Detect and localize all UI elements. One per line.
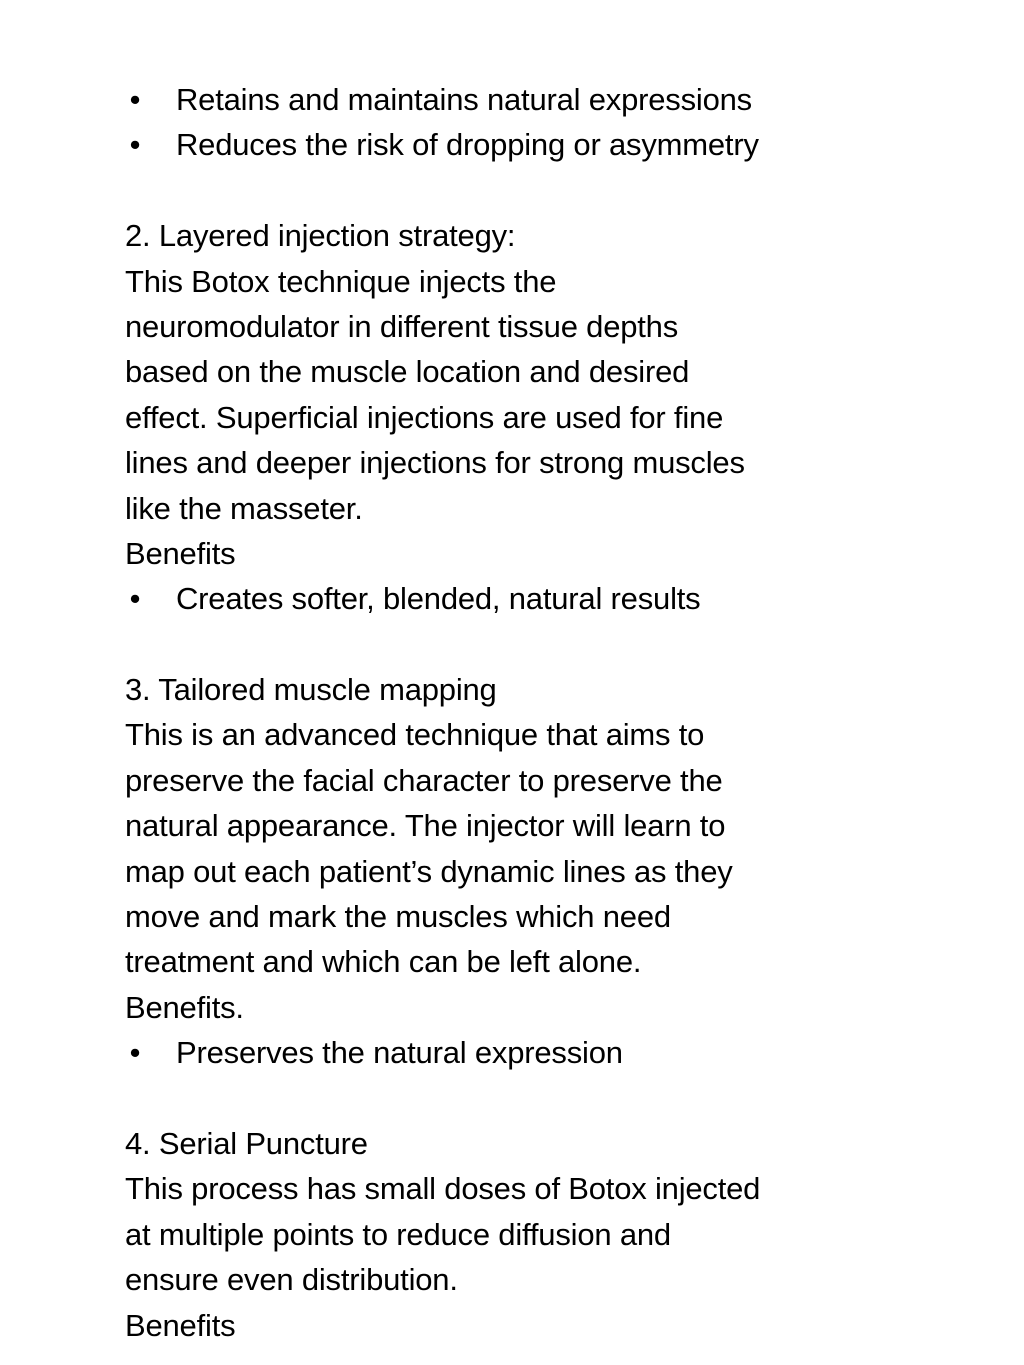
bullet-item (125, 576, 905, 621)
bullet-dot: • (129, 127, 141, 163)
section-heading: 4. Serial Puncture (125, 1125, 368, 1161)
body-line: at multiple points to reduce diffusion and (125, 1216, 671, 1252)
paragraph-spacer (125, 622, 905, 667)
bullet-text: Creates softer, blended, natural results (176, 581, 701, 617)
paragraph-spacer (125, 1076, 905, 1121)
body-line: treatment and which can be left alone. (125, 944, 642, 980)
bullet-text: Reduces the risk of dropping or asymmetry (176, 127, 759, 163)
bullet-text: Preserves the natural expression (176, 1035, 623, 1071)
bullet-item (125, 1030, 905, 1075)
body-line: effect. Superficial injections are used for fine (125, 399, 724, 435)
document-page (125, 77, 905, 1348)
body-line: This is an advanced technique that aims to (125, 717, 705, 753)
body-line: natural appearance. The injector will learn to (125, 808, 726, 844)
body-line: This process has small doses of Botox injected (125, 1171, 761, 1207)
body-line: like the masseter. (125, 490, 363, 526)
body-line: move and mark the muscles which need (125, 899, 671, 935)
bullet-text: Retains and maintains natural expressions (176, 82, 752, 117)
body-line: based on the muscle location and desired (125, 354, 690, 390)
section-heading: 3. Tailored muscle mapping (125, 672, 497, 708)
bullet-dot: • (129, 581, 141, 617)
body-line: This Botox technique injects the (125, 263, 557, 299)
paragraph-spacer (125, 168, 905, 213)
body-line: preserve the facial character to preserve the (125, 762, 723, 798)
section-heading: 2. Layered injection strategy: (125, 218, 516, 254)
body-line: ensure even distribution. (125, 1262, 458, 1298)
benefits-label: Benefits (125, 535, 236, 571)
bullet-item (125, 122, 905, 167)
bullet-dot: • (129, 82, 141, 117)
body-line: map out each patient’s dynamic lines as they (125, 853, 733, 889)
benefits-label: Benefits (125, 1307, 236, 1343)
body-line: lines and deeper injections for strong muscles (125, 445, 745, 481)
body-line: neuromodulator in different tissue depths (125, 308, 679, 344)
benefits-label: Benefits. (125, 989, 244, 1025)
bullet-dot: • (129, 1035, 141, 1071)
bullet-item (125, 77, 905, 122)
